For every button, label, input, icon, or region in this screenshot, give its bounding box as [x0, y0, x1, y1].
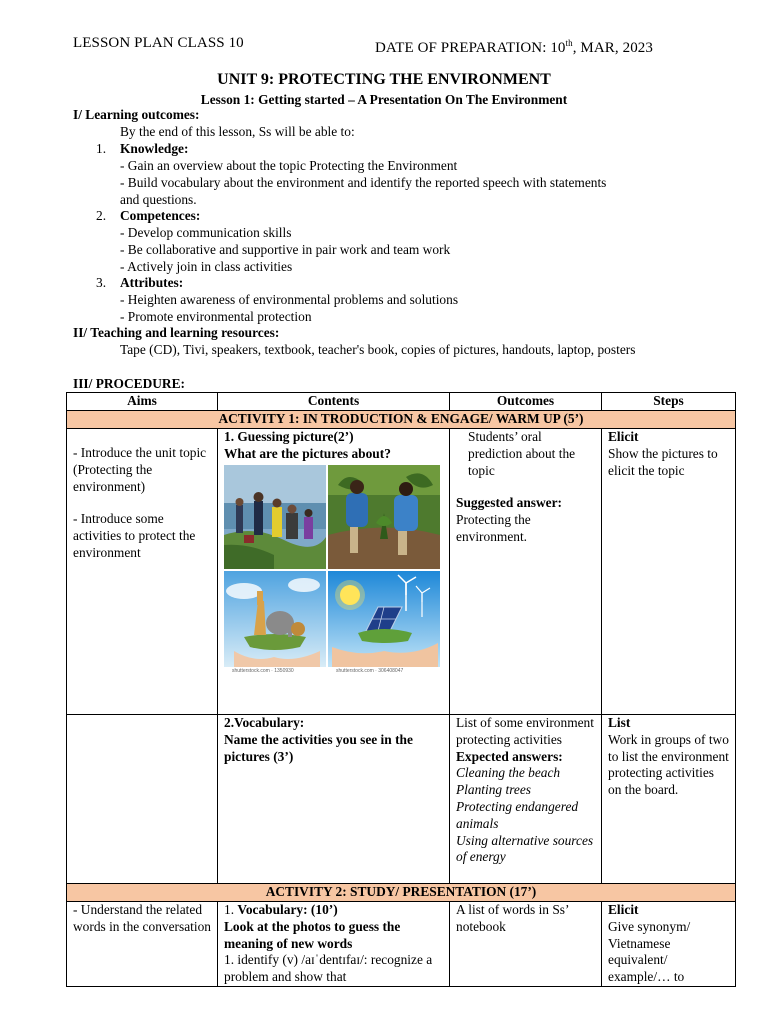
photo-beach-cleaning: [224, 465, 326, 569]
activity-1-title: ACTIVITY 1: IN TRODUCTION & ENGAGE/ WARM UP (5’): [67, 411, 736, 429]
outcomes-cell: [450, 429, 602, 715]
table-row: [67, 715, 736, 884]
header-right: DATE OF PREPARATION: 10th, MAR, 2023: [375, 38, 654, 56]
environment-pictures: [224, 463, 440, 675]
table-header-row: [67, 393, 736, 411]
knowledge-item: - Build vocabulary about the environment and identify the reported speech with statements: [120, 175, 607, 190]
outcomes-text: List of some environment protecting activities: [456, 715, 594, 747]
aims-cell: - Understand the related words in the conversation: [67, 902, 218, 987]
activity-row: [67, 411, 736, 429]
unit-title: UNIT 9: PROTECTING THE ENVIRONMENT: [217, 71, 551, 88]
contents-heading: 1. Vocabulary: (10’): [224, 902, 338, 917]
outcomes-cell: A list of words in Ss’ notebook: [450, 902, 602, 987]
activity-2-title: ACTIVITY 2: STUDY/ PRESENTATION (17’): [67, 884, 736, 902]
steps-label: List: [608, 715, 631, 730]
photo-credit: shutterstock.com · 1350930: [232, 667, 294, 674]
outcomes-text: Students’ oral prediction about the topic: [468, 429, 576, 478]
knowledge-item: and questions.: [120, 192, 197, 207]
competences-label: Competences:: [120, 208, 201, 223]
activity-row: [67, 884, 736, 902]
attributes-item: - Promote environmental protection: [120, 309, 312, 324]
header-left: LESSON PLAN CLASS 10: [73, 35, 244, 51]
expected-answer: Protecting endangered animals: [456, 798, 579, 831]
aims-cell: [67, 715, 218, 884]
header-outcomes: Outcomes: [450, 393, 602, 411]
knowledge-label: Knowledge:: [120, 141, 189, 156]
header-steps: Steps: [602, 393, 736, 411]
steps-text: Show the pictures to elicit the topic: [608, 445, 718, 478]
steps-cell: [602, 902, 736, 987]
outcomes-label: Expected answers:: [456, 748, 563, 764]
competences-num: 2.: [96, 208, 107, 223]
aims-item: - Introduce the unit topic (Protecting the environment): [73, 445, 207, 494]
outcomes-cell: [450, 715, 602, 884]
contents-cell: [218, 902, 450, 987]
competences-item: - Develop communication skills: [120, 225, 292, 240]
contents-title: 1. Guessing picture(2’): [224, 429, 354, 444]
outcomes-label: Suggested answer:: [456, 495, 563, 511]
knowledge-num: 1.: [96, 141, 107, 156]
aims-item: - Introduce some activities to protect the environment: [73, 511, 196, 560]
expected-answer: Using alternative sources of energy: [456, 832, 594, 865]
expected-answer: Planting trees: [456, 782, 532, 798]
photo-endangered-animals: [224, 571, 326, 667]
table-row: [67, 429, 736, 715]
contents-title: 2.Vocabulary:: [224, 715, 305, 730]
section-resources: II/ Teaching and learning resources:: [73, 325, 280, 340]
knowledge-item: - Gain an overview about the topic Protecting the Environment: [120, 158, 458, 173]
competences-item: - Actively join in class activities: [120, 259, 293, 274]
contents-text: 1. identify (v) /aɪˈdentɪfaɪ/: recognize a problem and show that: [224, 952, 433, 985]
contents-question: What are the pictures about?: [224, 445, 391, 461]
lesson-subtitle: Lesson 1: Getting started – A Presentation On The Environment: [200, 92, 568, 107]
contents-cell: [218, 429, 450, 715]
expected-answer: Cleaning the beach: [456, 765, 561, 781]
aims-cell: [67, 429, 218, 715]
procedure-table: [66, 392, 736, 987]
steps-cell: [602, 429, 736, 715]
header-contents: Contents: [218, 393, 450, 411]
competences-item: - Be collaborative and supportive in pair work and team work: [120, 242, 451, 257]
section-learning-outcomes: I/ Learning outcomes:: [73, 107, 200, 122]
attributes-num: 3.: [96, 275, 107, 290]
table-row: [67, 902, 736, 987]
steps-text: Give synonym/ Vietnamese equivalent/ example/… to: [608, 918, 691, 985]
photo-planting-trees: [328, 465, 440, 569]
outcomes-answer: Protecting the environment.: [456, 512, 531, 544]
steps-text: Work in groups of two to list the environment protecting activities on the board.: [608, 731, 729, 798]
header-aims: Aims: [67, 393, 218, 411]
photo-alternative-energy: [328, 571, 440, 667]
photo-credit: shutterstock.com · 306408047: [336, 667, 404, 674]
steps-label: Elicit: [608, 902, 639, 917]
attributes-item: - Heighten awareness of environmental problems and solutions: [120, 292, 459, 307]
steps-cell: [602, 715, 736, 884]
steps-label: Elicit: [608, 429, 639, 444]
attributes-label: Attributes:: [120, 275, 184, 290]
contents-text: Name the activities you see in the pictures (3’): [224, 731, 413, 764]
resources-text: Tape (CD), Tivi, speakers, textbook, teacher's book, copies of pictures, handouts, laptop, posters: [120, 342, 636, 357]
contents-bold: Look at the photos to guess the meaning of new words: [224, 918, 401, 951]
section-procedure: III/ PROCEDURE:: [73, 376, 185, 391]
contents-cell: [218, 715, 450, 884]
learning-intro: By the end of this lesson, Ss will be able to:: [120, 124, 355, 139]
